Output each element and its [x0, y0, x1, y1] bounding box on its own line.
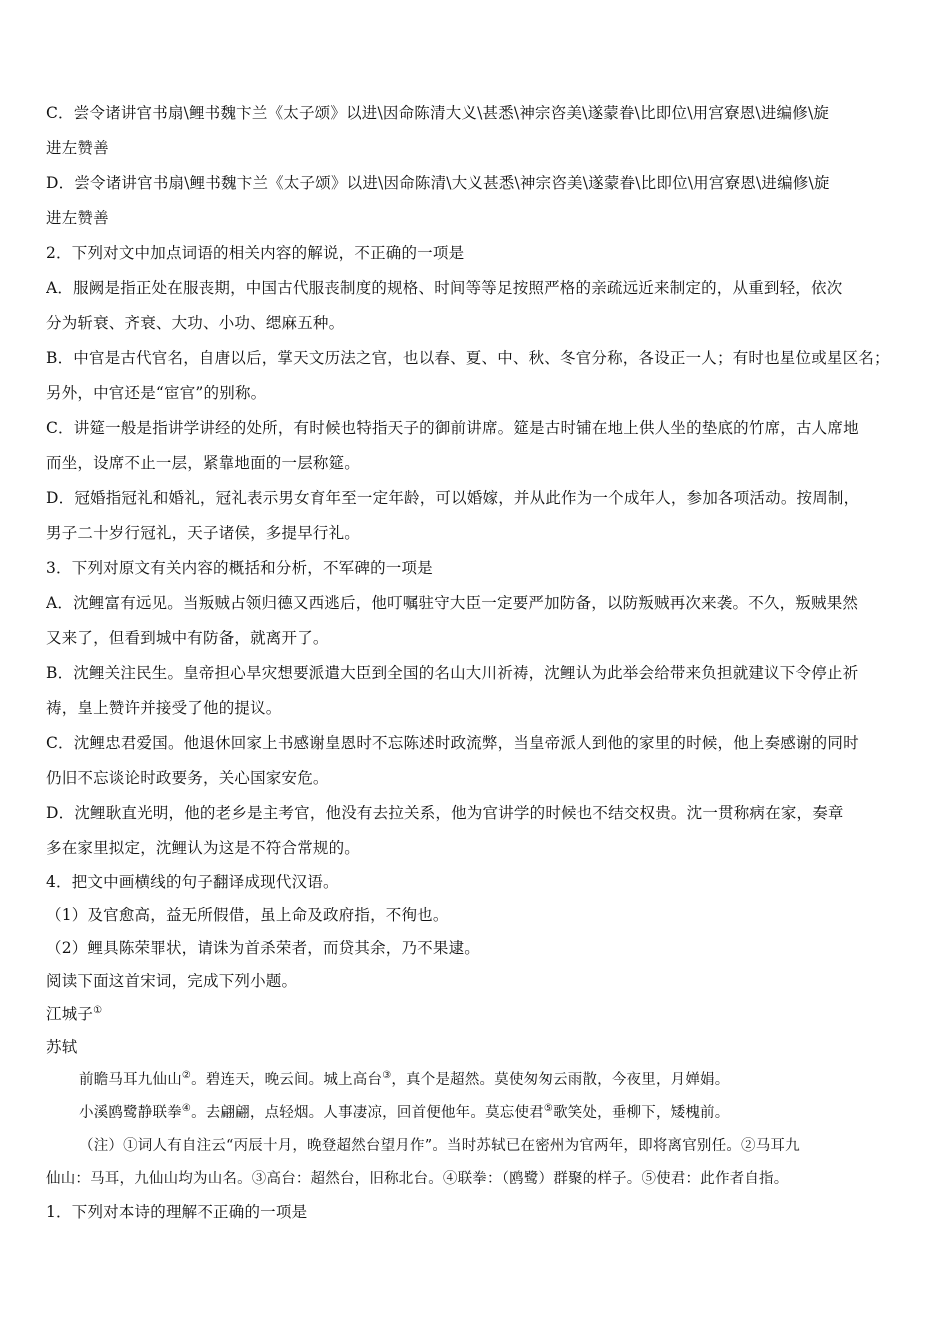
- q3-option-b: B．沈鲤关注民生。皇帝担心旱灾想要派遣大臣到全国的名山大川祈祷，沈鲤认为此举会给带来负担就建议下令停止祈: [46, 664, 859, 682]
- poem-author: 苏轼: [46, 1038, 78, 1056]
- q1-option-d-cont: 进左赞善: [46, 209, 109, 227]
- poem-line-1-a: 前瞻马耳九仙山: [79, 1072, 182, 1088]
- q2-option-b-cont: 另外，中官还是“宦官”的别称。: [46, 384, 267, 402]
- poem-note-ref-2: ②: [181, 1070, 192, 1082]
- q2-option-d-cont: 男子二十岁行冠礼，天子诸侯，多提早行礼。: [46, 524, 361, 542]
- q3-option-b-cont: 祷，皇上赞许并接受了他的提议。: [46, 699, 282, 717]
- q3-stem: 3．下列对原文有关内容的概括和分析，不军碑的一项是: [46, 559, 433, 577]
- q3-option-c-cont: 仍旧不忘谈论时政要务，关心国家安危。: [46, 769, 329, 787]
- poem-note-ref-5: ⑤: [543, 1103, 554, 1115]
- q2-option-a: A．服阙是指正处在服丧期，中国古代服丧制度的规格、时间等等足按照严格的亲疏远近来制定的，从重到轻，依次: [46, 279, 843, 297]
- q3-option-d: D．沈鲤耿直光明，他的老乡是主考官，他没有去拉关系，他为官讲学的时候也不结交权贵。沈一贯称病在家，奏章: [46, 804, 844, 822]
- q3-option-d-cont: 多在家里拟定，沈鲤认为这是不符合常规的。: [46, 839, 361, 857]
- q4-stem: 4．把文中画横线的句子翻译成现代汉语。: [46, 873, 339, 891]
- poem-title: [46, 998, 912, 1031]
- poem-line-2-a: 小溪鸥鹭静联拳: [79, 1105, 182, 1121]
- q3-option-a-cont: 又来了，但看到城中有防备，就离开了。: [46, 629, 329, 647]
- poem-notes-1: （注）①词人有自注云“丙辰十月，晚登超然台望月作”。当时苏轼已在密州为官两年，即将离官别任。②马耳九: [79, 1138, 800, 1154]
- q1-option-d: D．尝令诸讲官书扇\鲤书魏卞兰《太子颂》以进\因命陈清\大义甚悉\神宗咨美\遂蒙眷\比即位\用宫寮恩\进编修\旋: [46, 174, 830, 192]
- poem-line-2-b: 。去翩翩，点轻烟。人事凄凉，回首便他年。莫忘使君: [191, 1105, 544, 1121]
- q2-option-c: C．讲筵一般是指讲学讲经的处所，有时候也特指天子的御前讲席。筵是古时铺在地上供人坐的垫底的竹席，古人席地: [46, 419, 859, 437]
- poem-line-1: [46, 1064, 912, 1097]
- q4-item-1: （1）及官愈高，益无所假借，虽上命及政府指，不徇也。: [46, 906, 449, 924]
- q3-option-a: A．沈鲤富有远见。当叛贼占领归德又西逃后，他叮嘱驻守大臣一定要严加防备，以防叛贼再次来袭。不久，叛贼果然: [46, 594, 859, 612]
- q2-option-d: D．冠婚指冠礼和婚礼，冠礼表示男女育年至一定年龄，可以婚嫁，并从此作为一个成年人，参加各项活动。按周制，: [46, 489, 860, 507]
- q2-stem: 2．下列对文中加点词语的相关内容的解说，不正确的一项是: [46, 244, 465, 262]
- poem-note-ref-3: ③: [382, 1070, 392, 1082]
- q1-option-c: C．尝令诸讲官书扇\鲤书魏卞兰《太子颂》以进\因命陈清大义\甚悉\神宗咨美\遂蒙眷\比即位\用宫寮恩\进编修\旋: [46, 104, 830, 122]
- poem-line-1-b: 。碧连天，晚云间。城上高台: [191, 1072, 383, 1088]
- q1-option-c-cont: 进左赞善: [46, 139, 109, 157]
- document-page: [46, 96, 912, 1229]
- poem-intro: 阅读下面这首宋词，完成下列小题。: [46, 972, 298, 990]
- poem-line-2-c: 歌笑处，垂柳下，矮槐前。: [553, 1105, 730, 1121]
- poem-line-2: [46, 1097, 912, 1130]
- poem-note-ref-4: ④: [181, 1103, 192, 1115]
- q2-option-b: B．中官是古代官名，自唐以后，掌天文历法之官，也以春、夏、中、秋、冬官分称，各设正一人；有时也星位或星区名；: [46, 349, 890, 367]
- q4-item-2: （2）鲤具陈荣罪状，请诛为首杀荣者，而贷其余，乃不果逮。: [46, 939, 480, 957]
- q2-option-a-cont: 分为斩衰、齐衰、大功、小功、缌麻五种。: [46, 314, 345, 332]
- q3-option-c: C．沈鲤忠君爱国。他退休回家上书感谢皇恩时不忘陈述时政流弊，当皇帝派人到他的家里的时候，他上奏感谢的同时: [46, 734, 859, 752]
- poem-line-1-c: ，真个是超然。莫使匆匆云雨散，今夜里，月婵娟。: [391, 1072, 730, 1088]
- q5-stem: 1．下列对本诗的理解不正确的一项是: [46, 1203, 308, 1221]
- poem-title-text: 江城子: [46, 1005, 94, 1023]
- poem-notes-2: 仙山：马耳，九仙山均为山名。③高台：超然台，旧称北台。④联拳：（鸥鹭）群聚的样子。⑤使君：此作者自指。: [46, 1171, 789, 1187]
- q2-option-c-cont: 而坐，设席不止一层，紧靠地面的一层称筵。: [46, 454, 361, 472]
- poem-title-note: ①: [93, 1004, 103, 1016]
